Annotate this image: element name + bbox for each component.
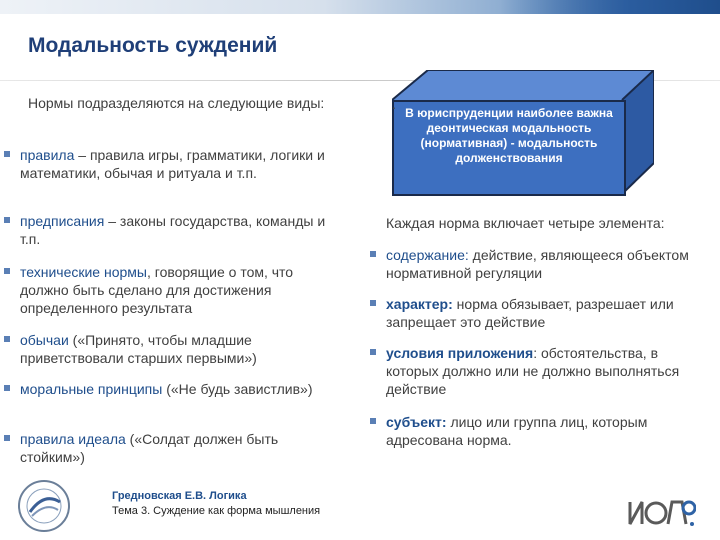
university-seal-icon [16,478,72,534]
bullet-term: субъект: [386,414,447,430]
box-outline [392,70,654,100]
bullet-description: («Не будь завистлив») [162,381,313,397]
bullet-term: условия приложения [386,345,534,361]
bullet-term: обычаи [20,332,69,348]
box-dot: . [392,96,396,112]
bullet-description: («Принято, чтобы младшие приветствовали старших первыми») [20,332,257,366]
bullet-description: («Солдат должен быть стойким») [20,431,279,465]
bullet-description: , говорящие о том, что должно быть сделано для достижения определенного результата [20,264,294,316]
bullet-term: правила [20,147,75,163]
bullet-square-icon [370,300,376,306]
bullet-term: технические нормы [20,264,147,280]
bullet-term: правила идеала [20,431,126,447]
bullet-description: – правила игры, грамматики, логики и математики, обычая и ритуала и т.п. [20,147,325,181]
brand-logo-icon [626,496,696,530]
right-intro-text: Каждая норма включает четыре элемента: [386,215,665,231]
bullet-square-icon [370,349,376,355]
bullet-term: содержание: [386,247,469,263]
box-callout-text: В юриспруденции наиболее важна деонтическая модальность (нормативная) - модальность долженствования [405,106,613,165]
left-intro-text: Нормы подразделяются на следующие виды: [28,95,325,111]
bullet-description: : обстоятельства, в которых должно или не должно выполняться действие [386,345,680,397]
bullet-square-icon [370,251,376,257]
bullet-description: норма обязывает, разрешает или запрещает это действие [386,296,674,330]
footer-author: Гредновская Е.В. Логика [112,490,247,502]
slide-title: Модальность суждений [28,34,278,57]
bullet-description: лицо или группа лиц, которым адресована норма. [386,414,648,448]
bullet-term: моральные принципы [20,381,163,397]
bullet-square-icon [4,336,10,342]
bullet-description: – законы государства, команды и т.п. [20,213,326,247]
header-band-accent [500,0,720,14]
bullet-term: предписания [20,213,105,229]
bullet-square-icon [370,418,376,424]
bullet-term: характер: [386,296,453,312]
bullet-description: действие, являющееся объектом нормативной регуляции [386,247,689,281]
bullet-square-icon [4,385,10,391]
bullet-square-icon [4,268,10,274]
box-side-outline [622,70,654,194]
footer-topic: Тема 3. Суждение как форма мышления [112,505,321,517]
bullet-square-icon [4,217,10,223]
bullet-square-icon [4,151,10,157]
bullet-square-icon [4,435,10,441]
